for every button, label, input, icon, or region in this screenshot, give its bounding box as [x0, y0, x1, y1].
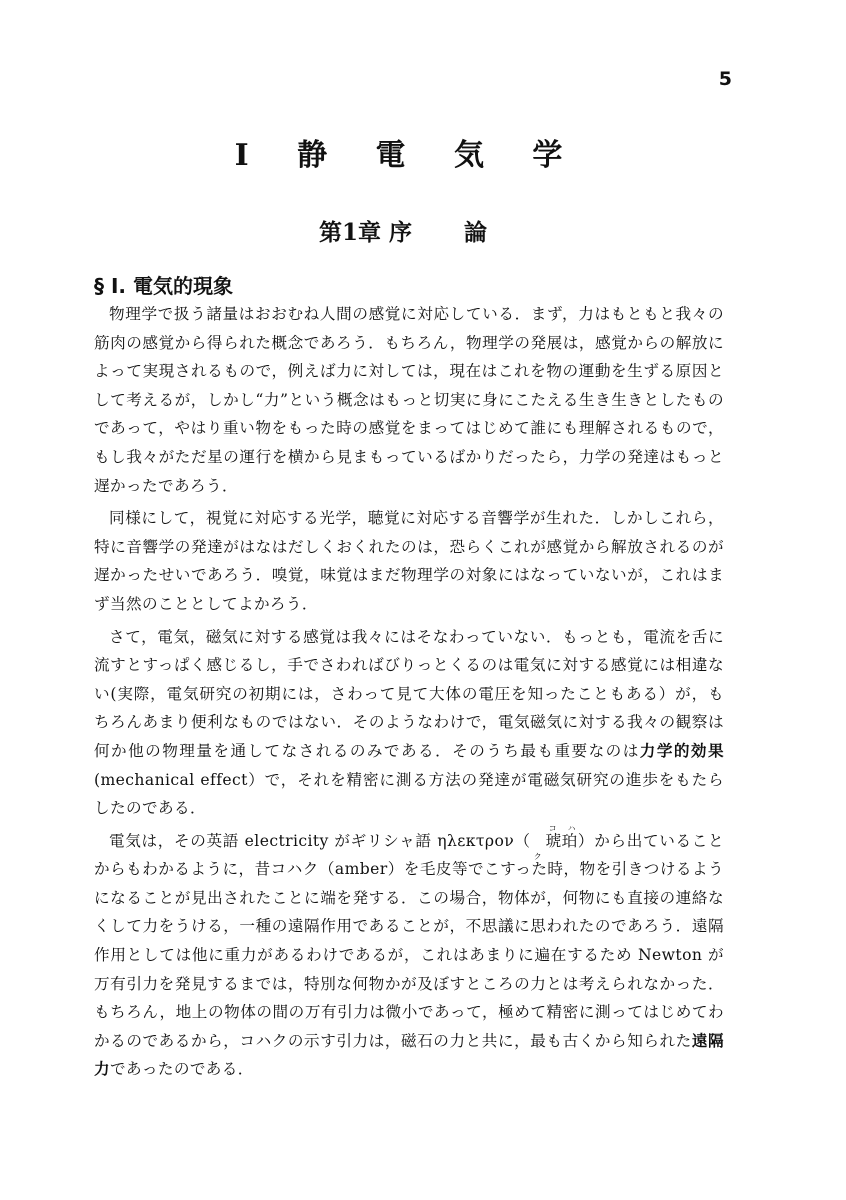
chapter-label: 第1章 序 [318, 219, 412, 246]
paragraph-text: 同様にして，視覚に対応する光学，聴覚に対応する音響学が生れた．しかしこれら，特に音響学の発達がはなはだしくおくれたのは，恐らくこれが感覚から解放されるのが遅かったせいであろう．嗅覚，味覚はまだ物理学の対象にはなっていないが，これはまず当然のこととしてよかろう． [94, 509, 724, 613]
chapter-word: 論 [464, 219, 487, 246]
page-number: 5 [718, 68, 732, 90]
ruby-base: 琥珀 [545, 831, 578, 850]
paragraph-text: 電気は，その英語 electricity がギリシャ語 ηλεκτρον（ [109, 831, 531, 850]
paragraph [94, 504, 724, 618]
paragraph-text: ）から出ていることからもわかるように，昔コハク（amber）を毛皮等でこすった時，物を引きつけるようになることが見出されたことに端を発する．この場合，物体が，何物にも直接の連絡なくして力をうける，一種の遠隔作用であることが，不思議に思われたのであろう．遠隔作用としては他に重力があるわけであるが，これはあまりに遍在するため Newton が万有引力を発見するまでは，特別な何物かが及ぼすところの力とは考えられなかった．もちろん，地上の物体の間の万有引力は微小であって，極めて精密に測ってはじめてわかるのであるから，コハクの示す引力は，磁石の力と共に，最も古くから知られた [94, 831, 724, 1050]
paragraph-text: (mechanical effect）で，それを精密に測る方法の発達が電磁気研究の進歩をもたらしたのである． [94, 770, 724, 818]
ruby-reading: コハク [533, 823, 578, 862]
section-title: § I. 電気的現象 [94, 274, 233, 298]
chapter-title [0, 214, 806, 247]
paragraph-text: であったのである． [110, 1060, 254, 1079]
paragraph-text: さて，電気，磁気に対する感覚は我々にはそなわっていない．もっとも，電流を舌に流すとすっぱく感じるし，手でさわればびりっとくるのは電気に対する感覚には相違ない(実際，電気研究の初期には，さわって見て大体の電圧を知ったこともある）が，もちろんあまり便利なものではない．そのようなわけで，電気磁気に対する我々の観察は何か他の物理量を通してなされるのみである．そのうち最も重要なのは [94, 627, 724, 760]
part-title: I 静 電 気 学 [234, 138, 582, 173]
paragraph [94, 823, 724, 1084]
emphasized-term: 遠隔力 [94, 1030, 724, 1079]
paragraph-text: 物理学で扱う諸量はおおむね人間の感覚に対応している．まず，力はもともと我々の筋肉の感覚から得られた概念であろう．もちろん，物理学の発展は，感覚からの解放によって実現されるもので，例えば力に対しては，現在はこれを物の運動を生ずる原因として考えるが，しかし“力”という概念はもっと切実に身にこたえる生き生きとしたものであって，やはり重い物をもった時の感覚をまってはじめて誰にも理解されるもので，もし我々がただ星の運行を横から見まもっているばかりだったら，力学の発達はもっと遅かったであろう． [94, 305, 724, 495]
paragraph [94, 300, 724, 500]
emphasized-term: 力学的効果 [639, 740, 724, 760]
body-text [94, 300, 724, 1088]
paragraph [94, 623, 724, 823]
ruby-annotated-term [531, 823, 578, 862]
